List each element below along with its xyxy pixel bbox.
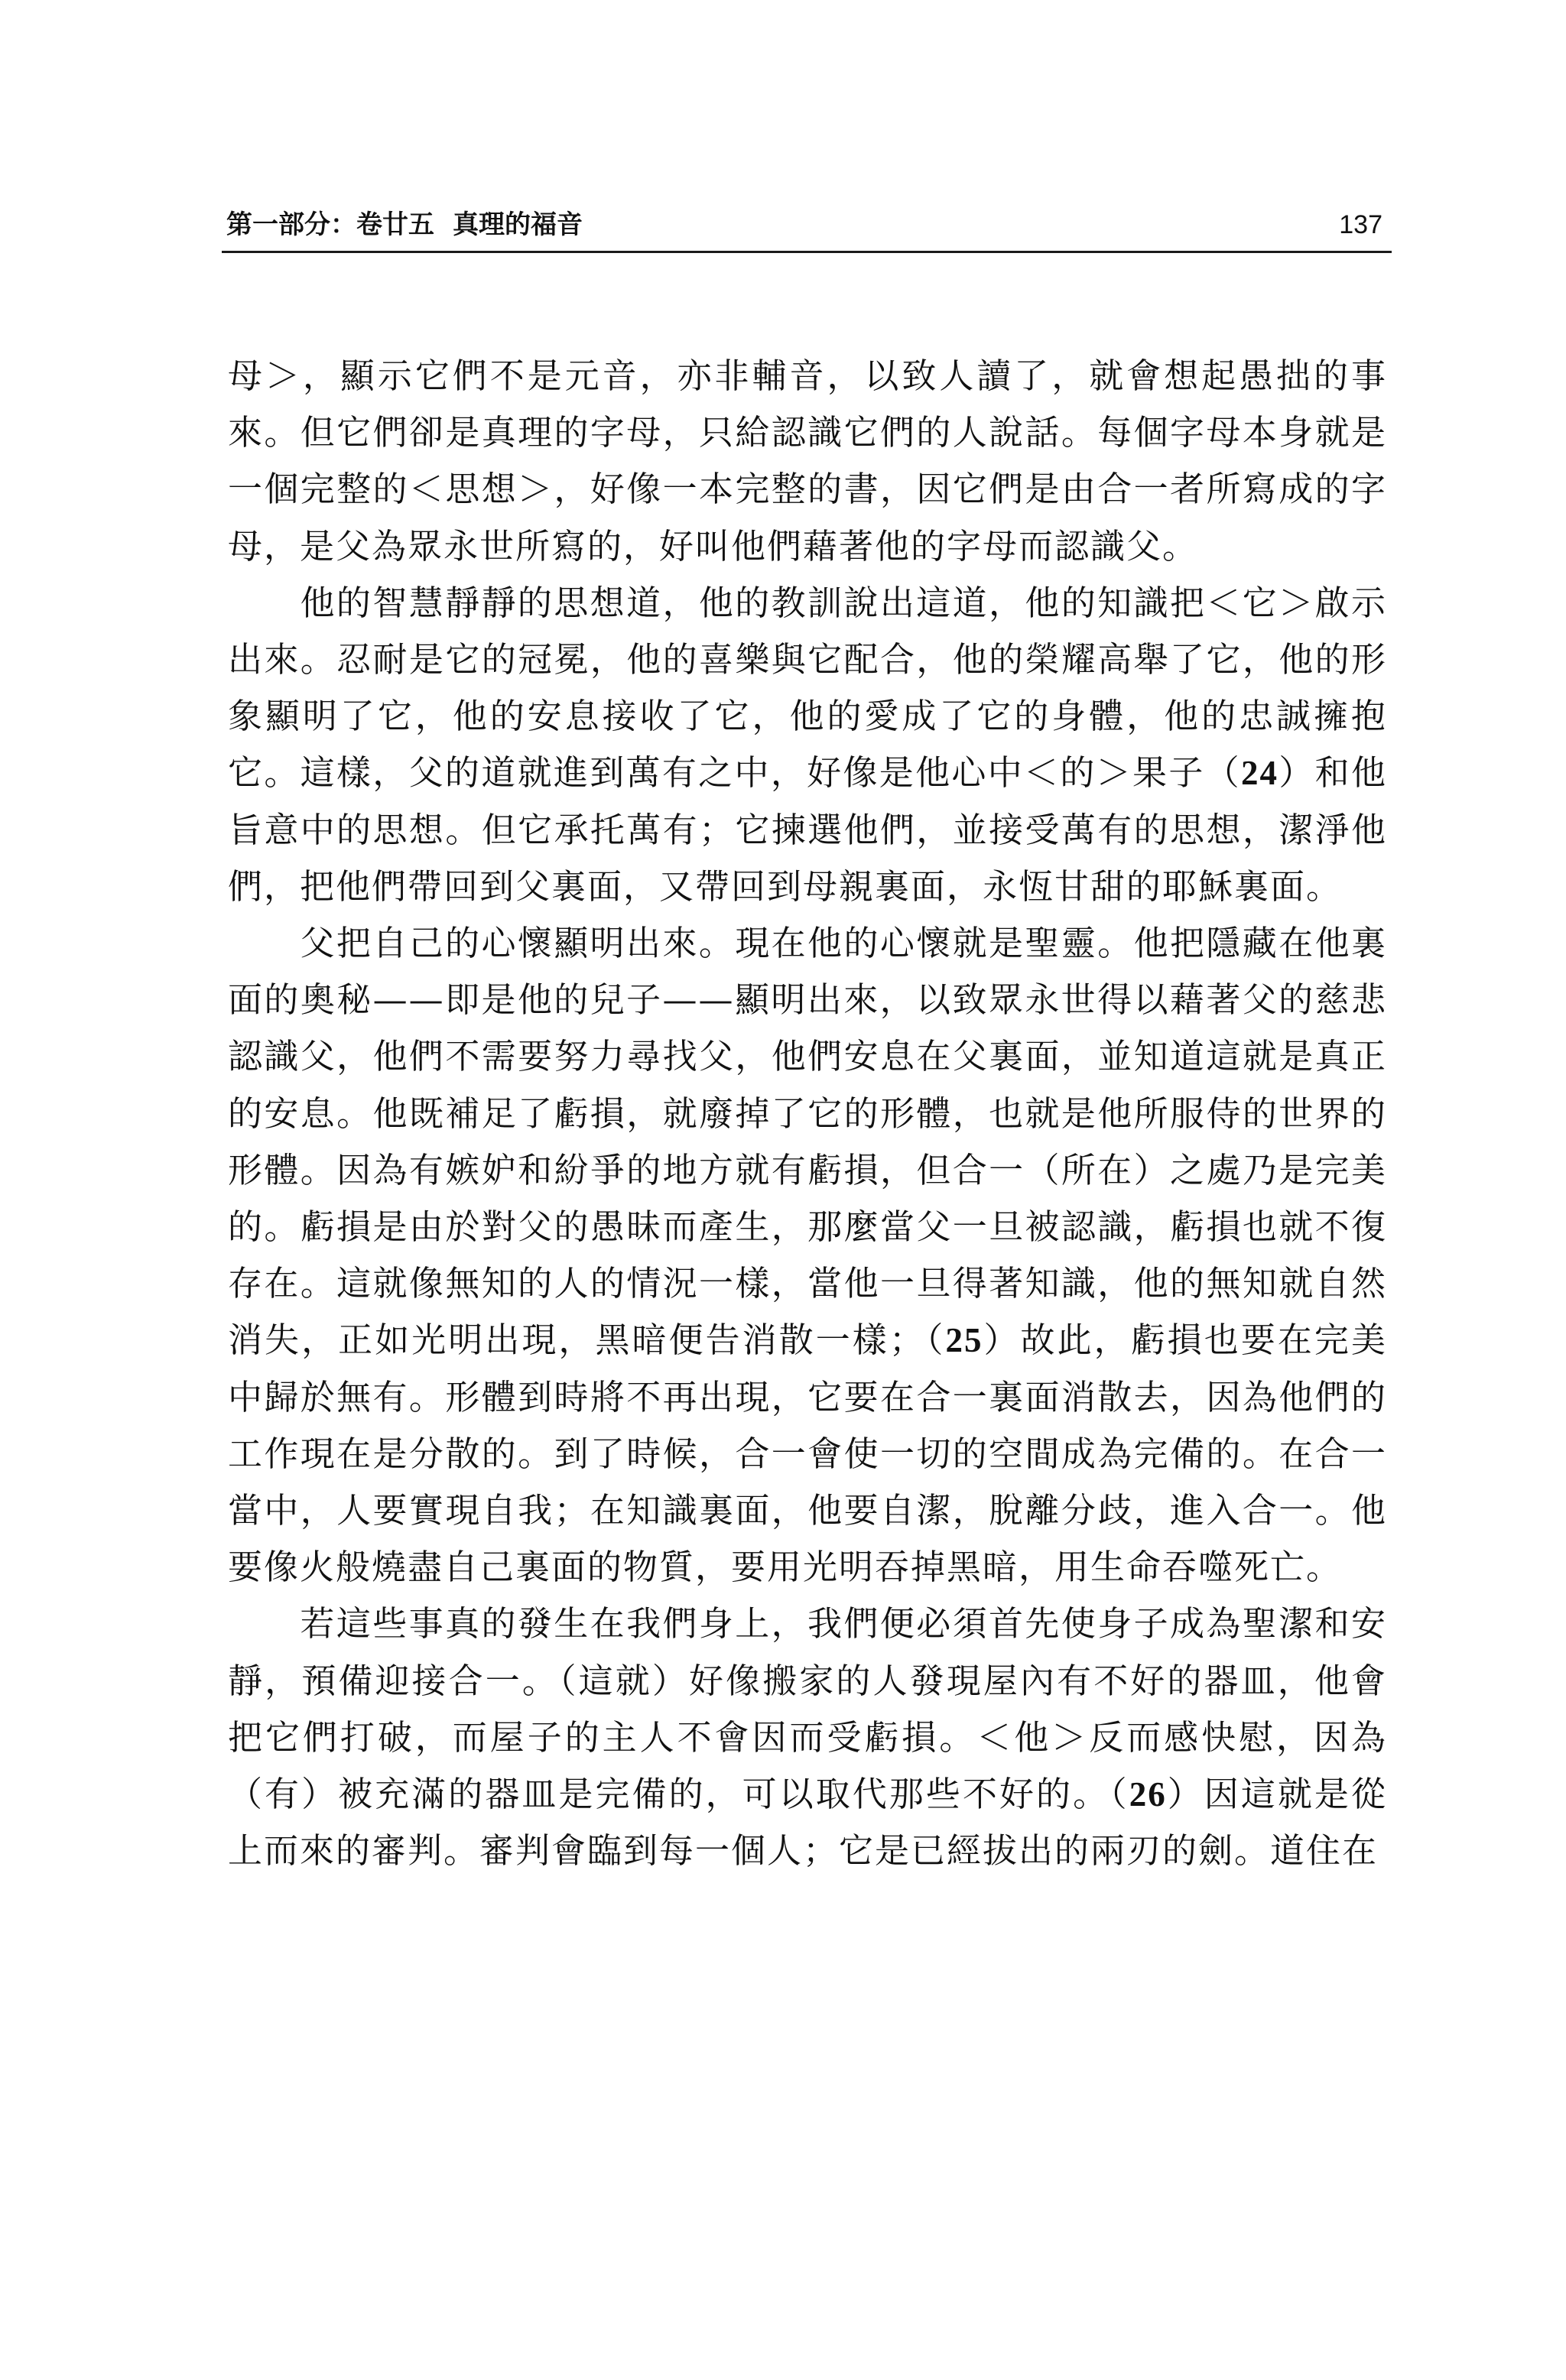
paragraph-text: 父把自己的心懷顯明出來。現在他的心懷就是聖靈。他把隱藏在他裏面的奧秘——即是他的兒子——顯明出來，以致眾永世得以藉著父的慈悲認識父，他們不需要努力尋找父，他們安息在父裏面，並知道這就是真正的安息。他既補足了虧損，就廢掉了它的形體，也就是他所服侍的世界的形體。因為有嫉妒和紛爭的地方就有虧損，但合一（所在）之處乃是完美的。虧損是由於對父的愚昧而產生，那麼當父一旦被認識，虧損也就不復存在。這就像無知的人的情況一樣，當他一旦得著知識，他的無知就自然消失，正如光明出現，黑暗便告消散一樣；（ [228, 923, 1387, 1361]
paragraph-text: 若這些事真的發生在我們身上，我們便必須首先使身子成為聖潔和安靜，預備迎接合一。（這就）好像搬家的人發現屋內有不好的器皿，他會把它們打破，而屋子的主人不會因而受虧損。＜他＞反而感快慰，因為（有）被充滿的器皿是完備的，可以取代那些不好的。（ [228, 1603, 1387, 1815]
verse-reference: 25 [945, 1321, 983, 1360]
paragraph-2 [228, 575, 1387, 915]
paragraph-text: ）因這就是從上而來的審判。審判會臨到每一個人；它是已經拔出的兩刃的劍。道住在 [228, 1774, 1387, 1872]
body-text [228, 348, 1387, 1879]
paragraph-text: 他的智慧靜靜的思想道，他的教訓說出這道，他的知識把＜它＞啟示出來。忍耐是它的冠冕，他的喜樂與它配合，他的榮耀高舉了它，他的形象顯明了它，他的安息接收了它，他的愛成了它的身體，他的忠誠擁抱它。這樣，父的道就進到萬有之中，好像是他心中＜的＞果子（ [228, 582, 1387, 794]
paragraph-text: ）故此，虧損也要在完美中歸於無有。形體到時將不再出現，它要在合一裏面消散去，因為他們的工作現在是分散的。到了時候，合一會使一切的空間成為完備的。在合一當中，人要實現自我；在知識裏面，他要自潔，脫離分歧，進入合一。他要像火般燒盡自己裏面的物質，要用光明吞掉黑暗，用生命吞噬死亡。 [228, 1320, 1387, 1588]
verse-reference: 26 [1129, 1775, 1167, 1814]
verse-reference: 24 [1241, 754, 1279, 793]
paragraph-text: 母＞，顯示它們不是元音，亦非輔音，以致人讀了，就會想起愚拙的事來。但它們卻是真理的字母，只給認識它們的人說話。每個字母本身就是一個完整的＜思想＞，好像一本完整的書，因它們是由合一者所寫成的字母，是父為眾永世所寫的，好叫他們藉著他的字母而認識父。 [228, 356, 1387, 567]
paragraph-3 [228, 915, 1387, 1596]
header-section: 第一部分：卷廿五 [226, 209, 434, 240]
paragraph-text: ）和他旨意中的思想。但它承托萬有；它揀選他們，並接受萬有的思想，潔淨他們，把他們帶回到父裏面，又帶回到母親裏面，永恆甘甜的耶穌裏面。 [228, 752, 1387, 907]
paragraph-4 [228, 1596, 1387, 1879]
running-header [222, 205, 1392, 245]
header-chapter: 真理的福音 [453, 209, 583, 240]
header-title [226, 205, 583, 245]
paragraph-1 [228, 348, 1387, 575]
header-rule [222, 251, 1392, 253]
page-number: 137 [1339, 210, 1382, 239]
